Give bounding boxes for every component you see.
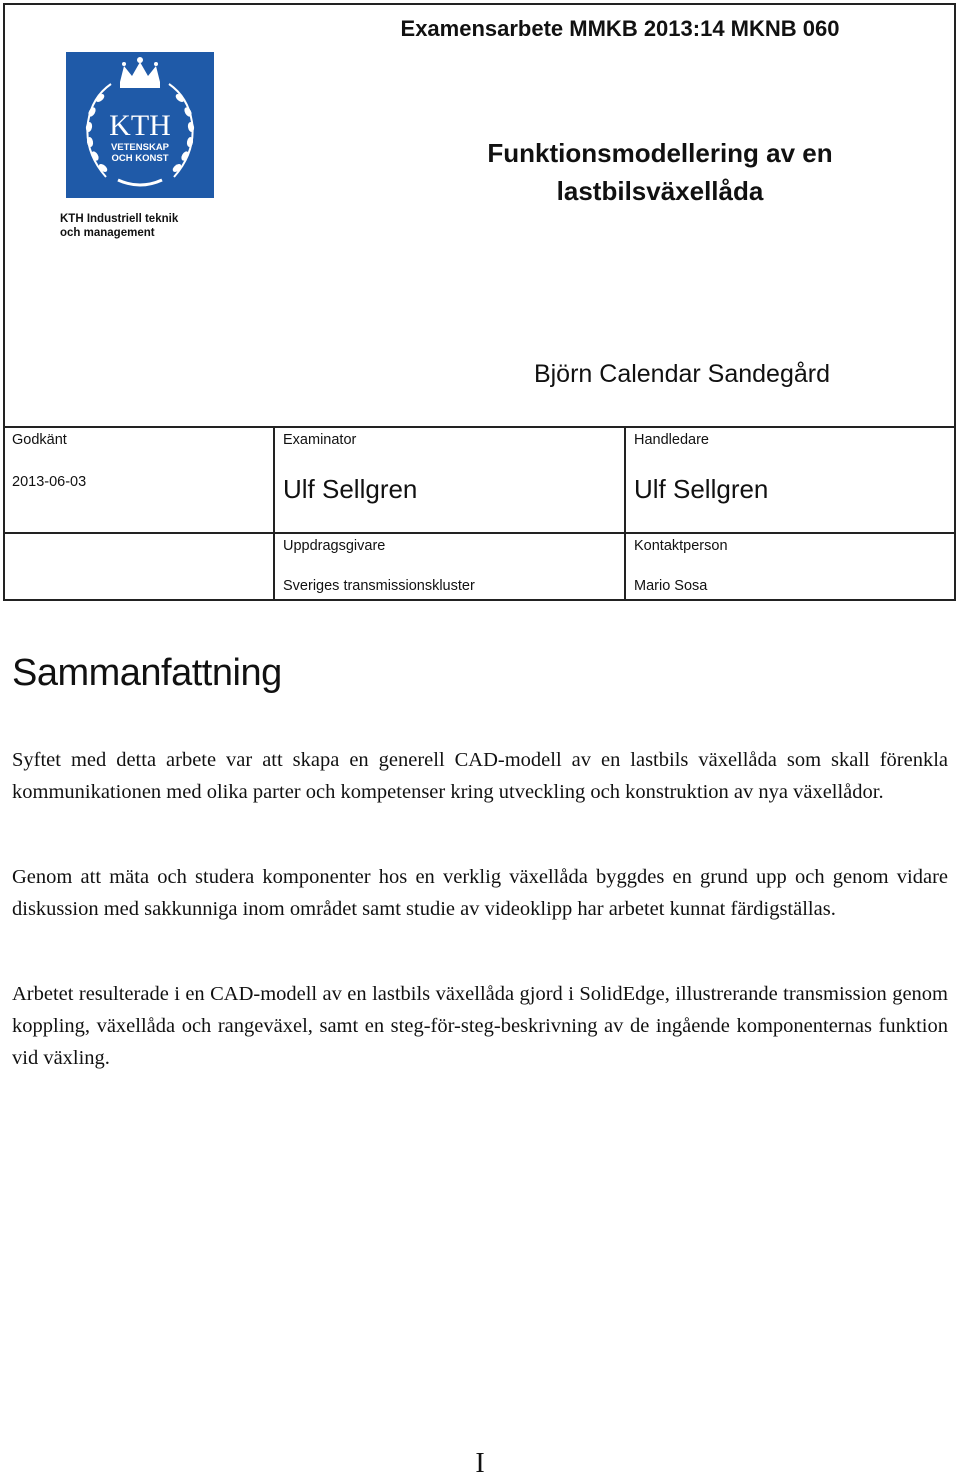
summary-paragraph: Genom att mäta och studera komponenter hos en verklig växellåda byggdes en grund upp och genom vidare diskussion med sakkunniga inom området samt studie av videoklipp har arbetet kunnat färdigställas. [12, 866, 948, 920]
svg-text:VETENSKAP: VETENSKAP [110, 142, 170, 153]
approved-date: 2013-06-03 [12, 474, 87, 490]
author-name: Björn Calendar Sandegård [533, 360, 830, 388]
logo-caption-line1: KTH Industriell teknik [60, 213, 179, 225]
supervisor-name: Ulf Sellgren [634, 474, 769, 504]
summary-heading: Sammanfattning [12, 652, 282, 694]
approved-label: Godkänt [12, 432, 67, 448]
examiner-name: Ulf Sellgren [283, 474, 418, 504]
exam-title: Examensarbete MMKB 2013:14 MKNB 060 [400, 16, 840, 41]
supervisor-label: Handledare [634, 432, 709, 448]
svg-text:KTH: KTH [109, 109, 171, 142]
summary-paragraph: Syftet med detta arbete var att skapa en generell CAD-modell av en lastbils växellåda som skall förenkla kommunikationen med olika parter och kompetenser kring utveckling och konstruktion av nya växellådor. [12, 749, 948, 803]
grid-line-col2 [624, 426, 626, 601]
report-title [420, 134, 900, 210]
examiner-label: Examinator [283, 432, 357, 448]
svg-text:OCH KONST: OCH KONST [111, 153, 169, 164]
kth-logo-caption [60, 212, 230, 240]
commissioner-name: Sveriges transmissionskluster [283, 578, 475, 594]
kth-logo-emblem [66, 52, 214, 198]
contact-label: Kontaktperson [634, 538, 728, 554]
report-title-line2: lastbilsväxellåda [556, 176, 764, 206]
logo-caption-line2: och management [60, 227, 155, 239]
grid-line-top [3, 426, 956, 428]
kth-crest-icon [66, 52, 214, 198]
contact-name: Mario Sosa [634, 578, 708, 594]
grid-line-col1 [273, 426, 275, 601]
report-title-line1: Funktionsmodellering av en [487, 138, 833, 168]
summary-paragraph: Arbetet resulterade i en CAD-modell av en lastbils växellåda gjord i SolidEdge, illustrerande transmission genom koppling, växellåda och rangeväxel, samt en steg-för-steg-beskrivning av de ingående komponenternas funktion vid växling. [12, 983, 948, 1069]
kth-logo [58, 50, 228, 250]
grid-line-middle [3, 532, 956, 534]
commissioner-label: Uppdragsgivare [283, 538, 386, 554]
page-number: I [475, 1448, 485, 1479]
